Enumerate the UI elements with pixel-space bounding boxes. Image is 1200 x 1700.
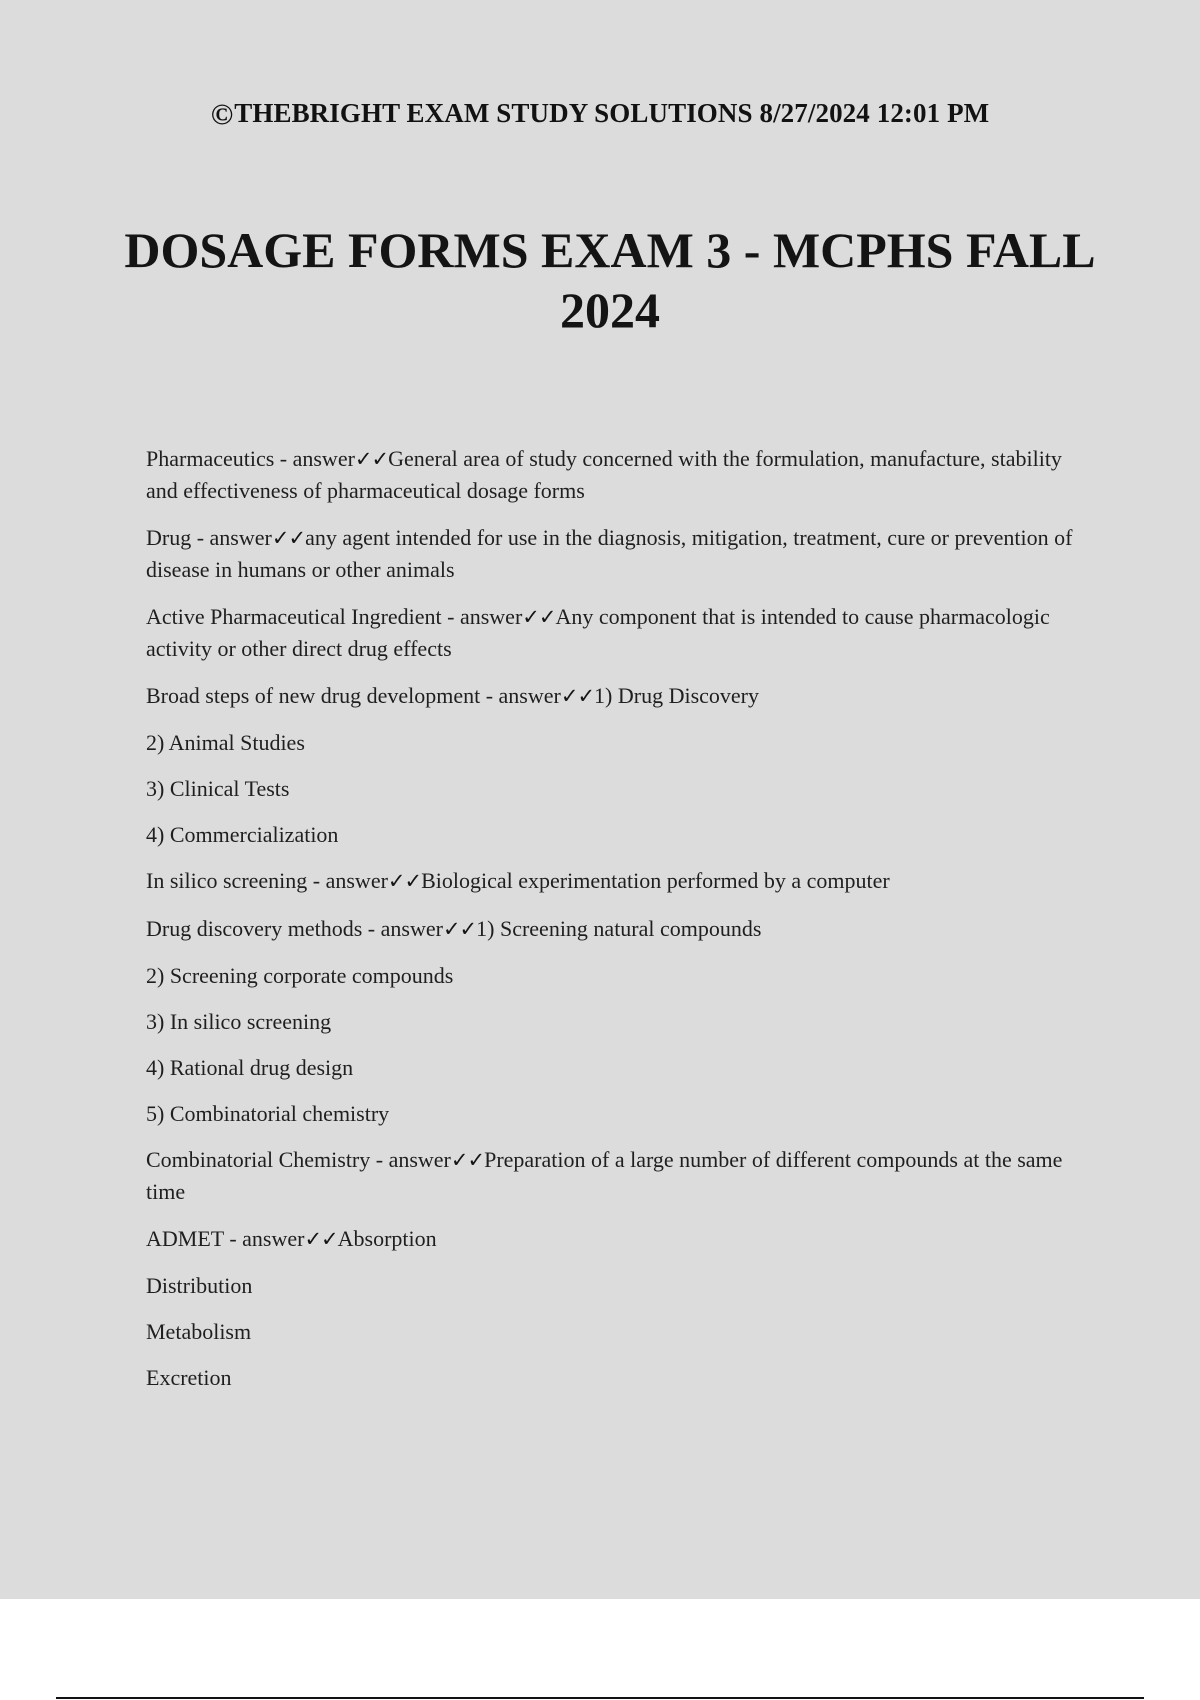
copyright-icon: © xyxy=(210,98,234,131)
entry-definition: Preparation of a large number of different compounds at the same time xyxy=(146,1147,1063,1204)
entry-definition: Biological experimentation performed by a computer xyxy=(421,868,890,893)
entry-term: Broad steps of new drug development - answer xyxy=(146,683,561,708)
entry-active-pharmaceutical-ingredient xyxy=(146,601,1086,664)
entry-term: Drug - answer xyxy=(146,525,272,550)
list-line: 2) Animal Studies xyxy=(146,730,305,755)
document-title: DOSAGE FORMS EXAM 3 - MCPHS FALL 2024 xyxy=(124,222,1096,338)
list-line: 3) In silico screening xyxy=(146,1009,332,1034)
double-check-icon: ✓✓ xyxy=(560,684,595,708)
double-check-icon: ✓✓ xyxy=(442,917,477,941)
entry-definition: 1) Drug Discovery xyxy=(594,683,760,708)
entry-in-silico-screening xyxy=(146,865,1086,897)
list-line: 5) Combinatorial chemistry xyxy=(146,1101,390,1126)
list-line: 4) Rational drug design xyxy=(146,1055,354,1080)
entry-term: Drug discovery methods - answer xyxy=(146,916,443,941)
entry-term: ADMET - answer xyxy=(146,1226,305,1251)
list-line: 3) Clinical Tests xyxy=(146,776,290,801)
entry-drug-discovery-methods xyxy=(146,913,1086,945)
entry-term: Combinatorial Chemistry - answer xyxy=(146,1147,451,1172)
double-check-icon: ✓✓ xyxy=(354,447,389,471)
list-line: 2) Screening corporate compounds xyxy=(146,963,454,988)
study-entries xyxy=(146,443,1086,1408)
entry-definition: Absorption xyxy=(337,1226,437,1251)
entry-drug xyxy=(146,522,1086,585)
entry-definition: Any component that is intended to cause pharmacologic activity or other direct drug effects xyxy=(146,604,1050,661)
entry-term: In silico screening - answer xyxy=(146,868,388,893)
entry-term: Active Pharmaceutical Ingredient - answer xyxy=(146,604,523,629)
double-check-icon: ✓✓ xyxy=(522,605,556,629)
entry-admet xyxy=(146,1223,1086,1255)
entry-term: Pharmaceutics - answer xyxy=(146,446,355,471)
double-check-icon: ✓✓ xyxy=(450,1148,485,1172)
document-header xyxy=(0,98,1200,132)
double-check-icon: ✓✓ xyxy=(387,869,422,893)
double-check-icon: ✓✓ xyxy=(271,526,306,550)
list-line: Metabolism xyxy=(146,1319,252,1344)
list-line: 4) Commercialization xyxy=(146,822,339,847)
entry-combinatorial-chemistry xyxy=(146,1144,1086,1207)
entry-definition: 1) Screening natural compounds xyxy=(476,916,762,941)
entry-pharmaceutics xyxy=(146,443,1086,506)
entry-definition: any agent intended for use in the diagnosis, mitigation, treatment, cure or prevention of disease in humans or other animals xyxy=(146,525,1073,582)
list-line: Distribution xyxy=(146,1273,253,1298)
header-text: THEBRIGHT EXAM STUDY SOLUTIONS 8/27/2024 12:01 PM xyxy=(234,98,990,128)
double-check-icon: ✓✓ xyxy=(304,1227,338,1251)
list-line: Excretion xyxy=(146,1365,232,1390)
entry-definition: General area of study concerned with the formulation, manufacture, stability and effectiveness of pharmaceutical dosage forms xyxy=(146,446,1062,503)
entry-new-drug-development xyxy=(146,680,1086,712)
footer-divider xyxy=(56,1697,1144,1699)
